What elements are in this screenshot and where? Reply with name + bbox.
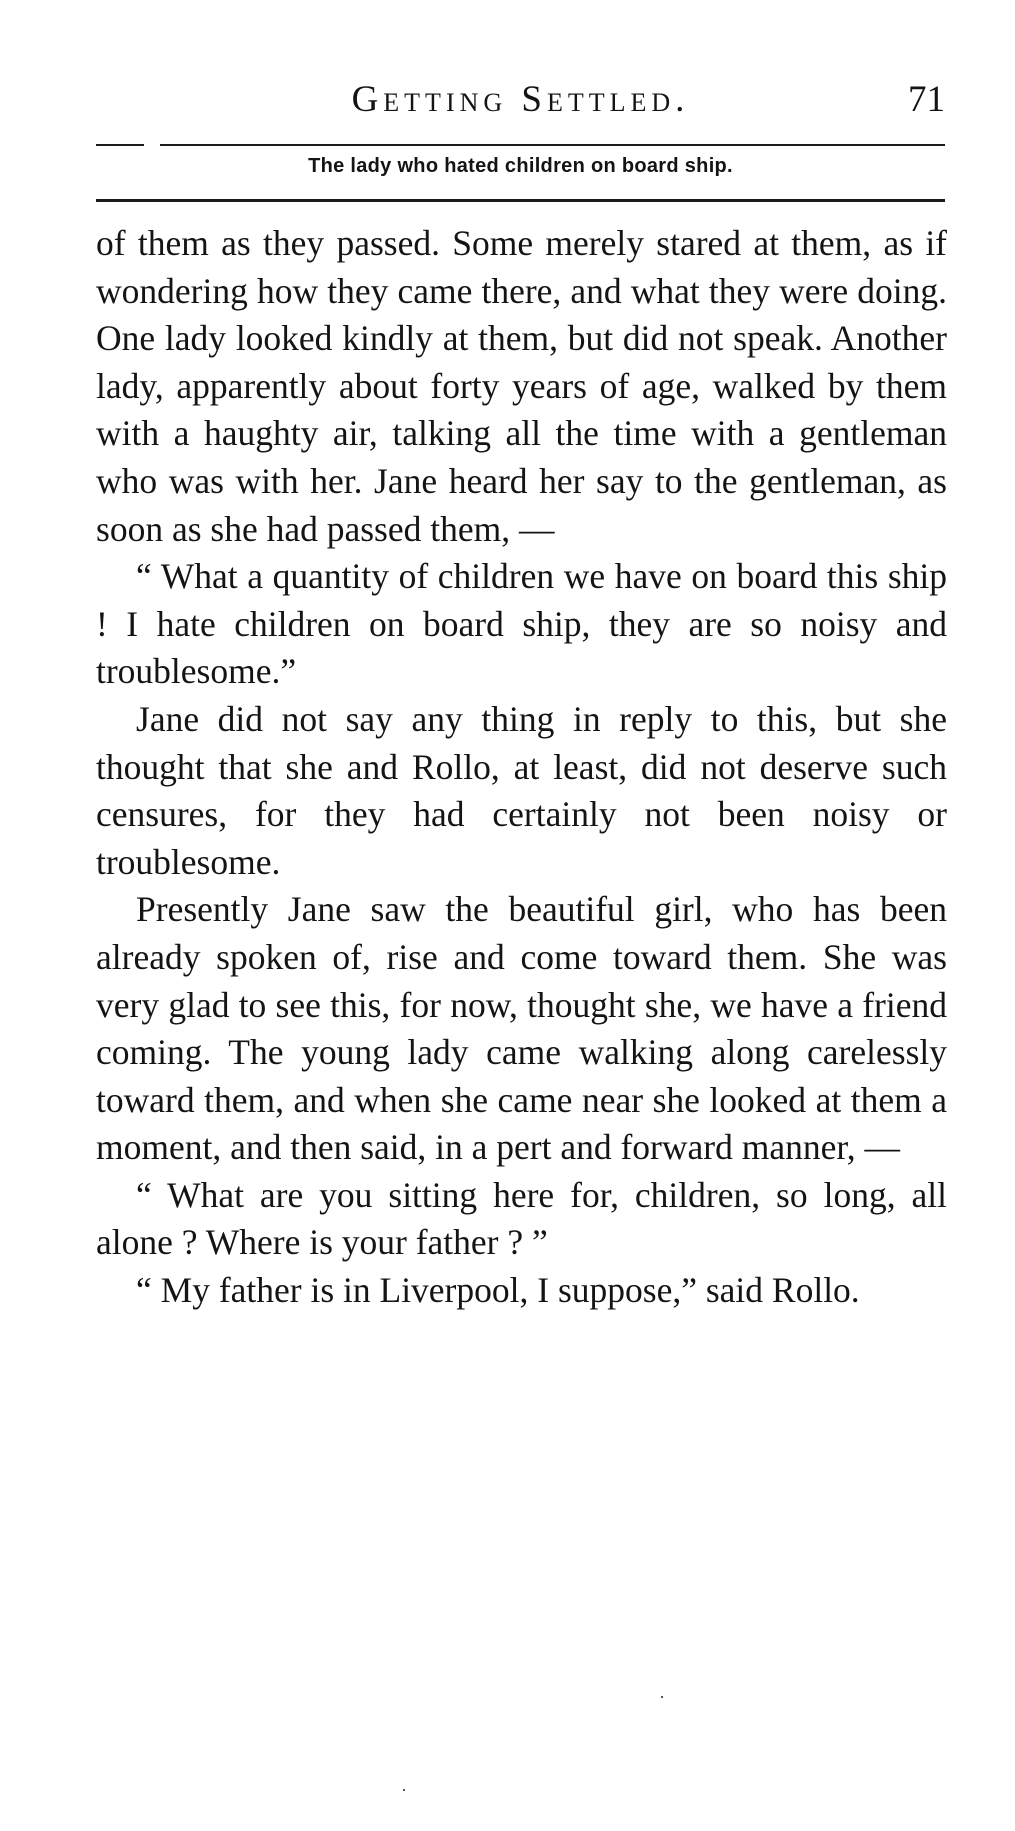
running-head: [96, 78, 945, 128]
header-rule-top: [160, 144, 945, 146]
paragraph-continued: of them as they passed. Some merely stared at them, as if wondering how they came there, and what they were doing. One lady looked kindly at them, but did not speak. Another lady, apparently about forty years of age, walked by them with a haughty air, talking all the time with a gentleman who was with her. Jane heard her say to the gentleman, as soon as she had passed them, —: [96, 223, 947, 549]
header-rule-stub: [96, 144, 144, 146]
print-speck: [661, 1696, 663, 1698]
running-title: Getting Settled.: [351, 79, 690, 120]
paragraph-quote-lady: “ What a quantity of children we have on board this ship ! I hate children on board ship, they are so noisy and troublesome.”: [96, 556, 947, 692]
body-text: [96, 220, 947, 1315]
paragraph-jane-reply: Jane did not say any thing in reply to this, but she thought that she and Rollo, at least, did not deserve such censures, for they had certainly not been noisy or troublesome.: [96, 698, 947, 882]
section-subheading: The lady who hated children on board ship.: [308, 155, 733, 177]
header-rule-bottom: [96, 199, 945, 202]
page-number: 71: [908, 79, 945, 120]
paragraph-beautiful-girl: Presently Jane saw the beautiful girl, who has been already spoken of, rise and come toward them. She was very glad to see this, for now, thought she, we have a friend coming. The young lady came walking along carelessly toward them, and when she came near she looked at them a moment, and then said, in a pert and forward manner, —: [96, 889, 947, 1168]
paragraph-girl-question: “ What are you sitting here for, children, so long, all alone ? Where is your father ? ”: [96, 1174, 947, 1263]
paragraph-rollo-answer: “ My father is in Liverpool, I suppose,” said Rollo.: [136, 1270, 860, 1311]
print-speck: [403, 1789, 405, 1791]
